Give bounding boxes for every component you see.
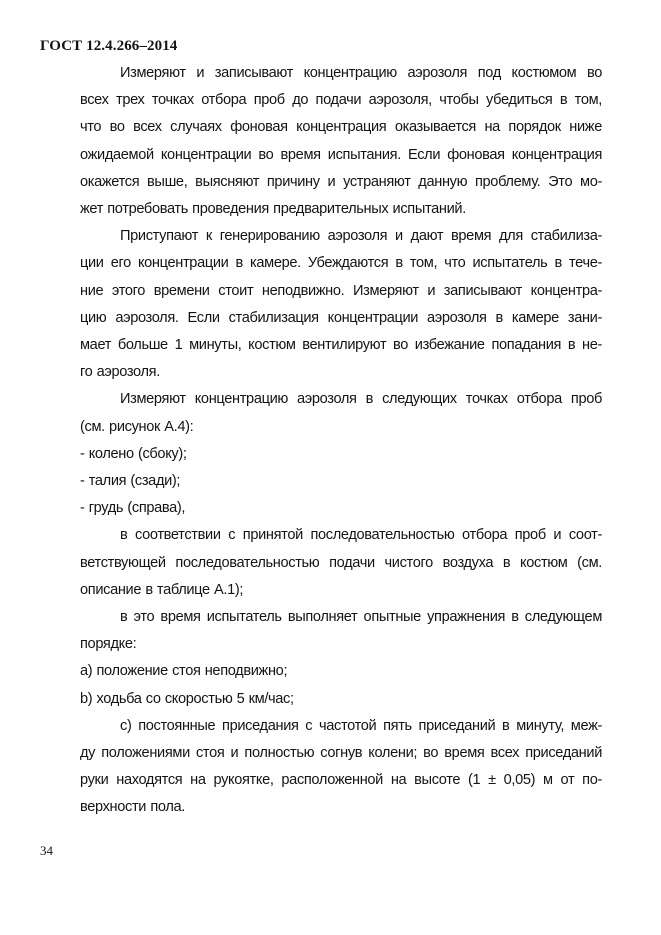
exercise-list <box>40 658 602 712</box>
list-item: b) ходьба со скоростью 5 км/час; <box>80 690 294 707</box>
text-line: Измеряют концентрацию аэрозоля в следующих точках отбора проб <box>120 391 602 408</box>
paragraph-exercise-squats <box>40 713 602 822</box>
paragraph-sampling-points-intro <box>40 386 602 440</box>
text-line: в соответствии с принятой последовательностью отбора проб и соот- <box>120 527 602 544</box>
paragraph-aerosol-generation <box>40 223 602 386</box>
text-line: Приступают к генерированию аэрозоля и дают время для стабилиза- <box>120 228 602 245</box>
paragraph-exercise-intro <box>40 604 602 658</box>
text-line: Измеряют и записывают концентрацию аэрозоля под костюмом во <box>120 65 602 81</box>
text-line: ду положениями стоя и полностью согнув колени; во время всех приседаний <box>80 745 602 762</box>
text-line: всех трех точках отбора проб до подачи аэрозоля, чтобы убедиться в том, <box>80 92 602 109</box>
text-line: порядке: <box>80 636 137 653</box>
list-item: - колено (сбоку); <box>80 445 187 462</box>
text-line: мает больше 1 минуты, костюм вентилируют во избежание попадания в не- <box>80 337 602 354</box>
list-item: - грудь (справа), <box>80 500 186 517</box>
text-line: цию аэрозоля. Если стабилизация концентрации аэрозоля в камере зани- <box>80 309 602 326</box>
text-line: руки находятся на рукоятке, расположенной на высоте (1 ± 0,05) м от по- <box>80 772 602 789</box>
text-line: го аэрозоля. <box>80 364 160 381</box>
list-item: - талия (сзади); <box>80 473 181 490</box>
text-line: ожидаемой концентрации во время испытания. Если фоновая концентрация <box>80 146 602 163</box>
text-line: ветствующей последовательностью подачи чистого воздуха в костюм (см. <box>80 554 602 571</box>
text-line: c) постоянные приседания с частотой пять приседаний в минуту, меж- <box>120 717 602 734</box>
page-body <box>40 60 602 822</box>
list-item: a) положение стоя неподвижно; <box>80 663 288 680</box>
text-line: в это время испытатель выполняет опытные упражнения в следующем <box>120 609 602 626</box>
document-header <box>40 38 177 55</box>
text-line: ние этого времени стоит неподвижно. Измеряют и записывают концентра- <box>80 282 602 299</box>
sampling-points-list <box>40 441 602 523</box>
paragraph-sequence <box>40 522 602 604</box>
text-line: верхности пола. <box>80 799 185 816</box>
paragraph-background-measurement <box>40 60 602 223</box>
text-line: жет потребовать проведения предварительных испытаний. <box>80 201 466 218</box>
text-line: (см. рисунок А.4): <box>80 418 194 435</box>
text-line: что во всех случаях фоновая концентрация оказывается на порядок ниже <box>80 119 602 136</box>
page-number: 34 <box>40 843 53 858</box>
text-line: окажется выше, выясняют причину и устраняют данную проблему. Это мо- <box>80 173 602 190</box>
document-code: ГОСТ 12.4.266–2014 <box>40 38 178 54</box>
text-line: описание в таблице А.1); <box>80 581 244 598</box>
text-line: ции его концентрации в камере. Убеждаются в том, что испытатель в тече- <box>80 255 602 272</box>
